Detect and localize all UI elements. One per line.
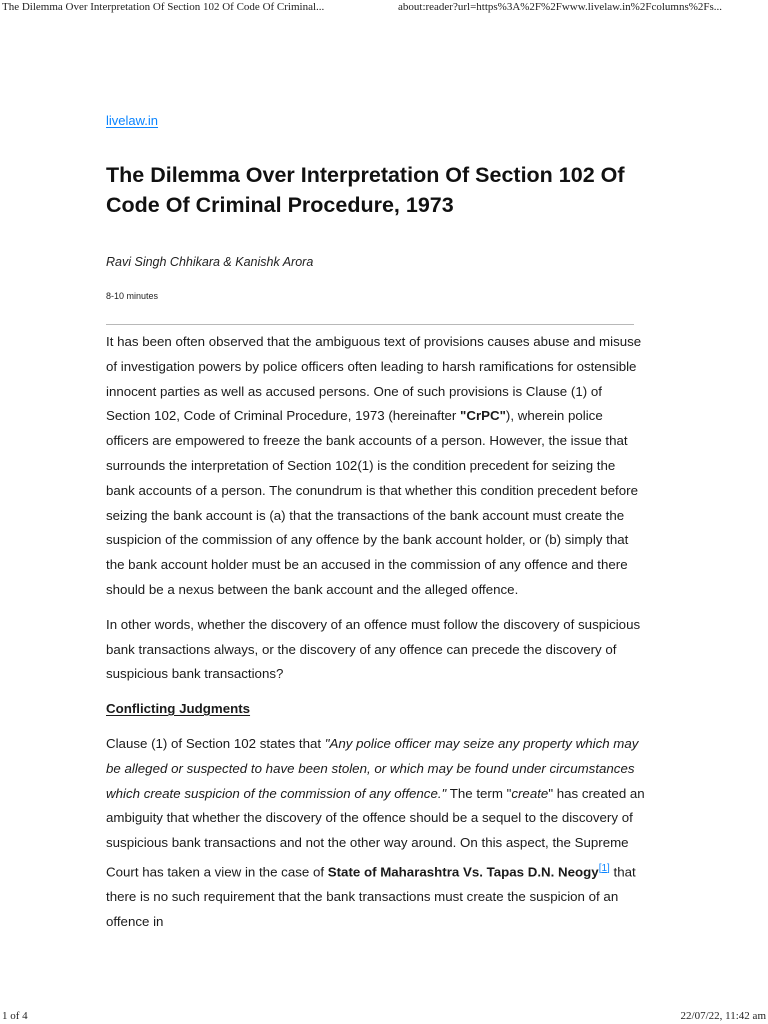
paragraph-1 [106,330,646,603]
header-divider [106,324,634,325]
paragraph-3 [106,732,646,935]
p3-text-b: The term " [446,785,512,801]
article-byline: Ravi Singh Chhikara & Kanishk Arora [106,255,314,269]
page-counter: 1 of 4 [2,1010,28,1022]
source-domain-link[interactable]: livelaw.in [106,113,159,128]
p1-text-a: It has been often observed that the ambiguous text of provisions causes abuse and misuse of investigation powers by police officers often leading to harsh ramifications for ostensible innocent parties as well as accused persons. One of such provisions is Clause (1) of Section 102, Code of Criminal Procedure, 1973 (hereinafter [106,334,642,424]
print-header-url: about:reader?url=https%3A%2F%2Fwww.livelaw.in%2Fcolumns%2Fs... [398,1,723,13]
p3-text-c: " has created an ambiguity that whether the discovery of the offence should be a sequel to the discovery of suspicious bank transactions and not the other way around. On this aspect, the Supreme Court has taken a view in the case of [106,785,645,880]
footnote-ref [599,862,610,874]
article-title: The Dilemma Over Interpretation Of Section 102 Of Code Of Criminal Procedure, 1973 [106,163,625,217]
reading-time: 8-10 minutes [106,291,159,301]
p3-text-d: that there is no such requirement that the bank transactions must create the suspicion of an offence in [106,864,636,929]
p1-text-c: ), wherein police officers are empowered to freeze the bank accounts of a person. However, the issue that surrounds the interpretation of Section 102(1) is the condition precedent for seizing the bank accounts of a person. The conundrum is that whether this condition precedent before seizing the bank account is (a) that the transactions of the bank account must create the suspicion of the commission of any offence by the bank account holder, or (b) simply that the bank account holder must be an accused in the commission of any offence and there should be a nexus between the bank account and the alleged offence. [106,408,638,597]
print-footer [0,1008,768,1024]
statute-quote: "Any police officer may seize any property which may be alleged or suspected to have been stolen, or which may be found under circumstances which create suspicion of the commission of any offence." [106,735,639,801]
print-header [0,0,768,14]
case-name: State of Maharashtra Vs. Tapas D.N. Neogy [327,864,599,880]
section-heading [106,697,646,722]
article-body [106,330,646,945]
crpc-term: "CrPC" [460,408,506,424]
print-header-title: The Dilemma Over Interpretation Of Section 102 Of Code Of Criminal... [2,1,325,13]
paragraph-2: In other words, whether the discovery of an offence must follow the discovery of suspicious bank transactions always, or the discovery of any offence can precede the discovery of suspicious bank transactions? [106,616,641,682]
footnote-link[interactable]: [1] [598,862,610,874]
p3-text-a: Clause (1) of Section 102 states that [106,735,325,751]
print-datetime: 22/07/22, 11:42 am [680,1010,766,1022]
create-term: create [511,785,549,801]
section-heading-text: Conflicting Judgments [106,701,251,717]
